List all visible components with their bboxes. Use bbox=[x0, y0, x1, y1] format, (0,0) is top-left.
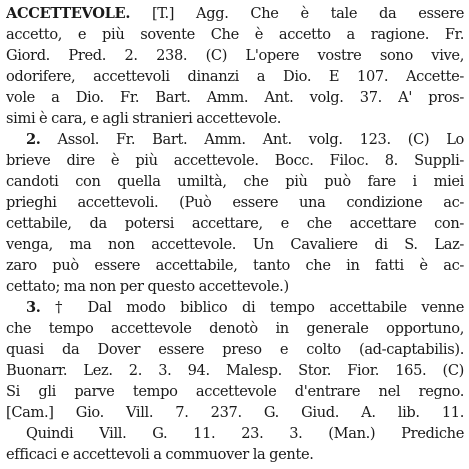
entry-line-5: vole a Dio. Fr. Bart. Amm. Ant. volg. 37. A' pros- bbox=[6, 89, 464, 106]
entry-line-21: Quindi Vill. G. 11. 23. 3. (Man.) Prediche bbox=[26, 425, 464, 442]
sense-number: 2. bbox=[26, 131, 41, 148]
entry-line-7: 2. Assol. Fr. Bart. Amm. Ant. volg. 123. (C) Lo bbox=[26, 131, 464, 148]
entry-line-4: odorifere, accettevoli dinanzi a Dio. E 107. Accette- bbox=[6, 68, 464, 85]
entry-line-18: Buonarr. Lez. 2. 3. 94. Malesp. Stor. Fior. 165. (C) bbox=[6, 362, 464, 379]
sense-number: 3. bbox=[26, 299, 41, 316]
entry-line-12: venga, ma non accettevole. Un Cavaliere di S. Laz- bbox=[6, 236, 464, 253]
headword: ACCETTEVOLE. bbox=[6, 5, 131, 22]
entry-line-15: 3. † Dal modo biblico di tempo accettabile venne bbox=[26, 299, 464, 316]
entry-line-17: quasi da Dover essere preso e colto (ad-captabilis). bbox=[6, 341, 464, 358]
entry-line-20: [Cam.] Gio. Vill. 7. 237. G. Giud. A. lib. 11. bbox=[6, 404, 464, 421]
entry-line-19: Si gli parve tempo accettevole d'entrare nel regno. bbox=[6, 383, 464, 400]
entry-line-10: prieghi accettevoli. (Può essere una condizione ac- bbox=[6, 194, 464, 211]
entry-line-14: cettato; ma non per questo accettevole.) bbox=[6, 278, 289, 295]
entry-line-13: zaro può essere accettabile, tanto che in fatti è ac- bbox=[6, 257, 464, 274]
entry-line-8: brieve dire è più accettevole. Bocc. Filoc. 8. Suppli- bbox=[6, 152, 464, 169]
entry-line-3: Giord. Pred. 2. 238. (C) L'opere vostre sono vive, bbox=[6, 47, 464, 64]
entry-line-2: accetto, e più sovente Che è accetto a ragione. Fr. bbox=[6, 26, 464, 43]
entry-line-9: candoti con quella umiltà, che più può fare i miei bbox=[6, 173, 464, 190]
entry-line-1: ACCETTEVOLE. [T.] Agg. Che è tale da essere bbox=[6, 5, 464, 22]
entry-line-11: cettabile, da potersi accettare, e che accettare con- bbox=[6, 215, 464, 232]
entry-line-22: efficaci e accettevoli a commuover la gente. bbox=[6, 446, 314, 463]
entry-line-16: che tempo accettevole denotò in generale opportuno, bbox=[6, 320, 464, 337]
entry-line-6: simi è cara, e agli stranieri accettevole. bbox=[6, 110, 282, 127]
